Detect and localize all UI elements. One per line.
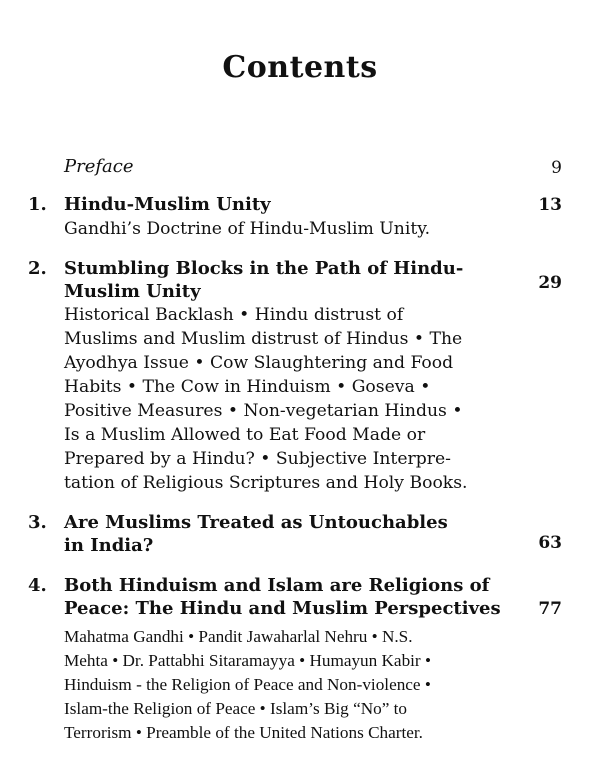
entry-2-description-line-7: Prepared by a Hindu? • Subjective Interpre- — [64, 449, 451, 469]
entry-3-page-number: 63 — [538, 533, 562, 553]
entry-2-page-number: 29 — [538, 273, 562, 293]
preface-label: Preface — [64, 156, 134, 177]
entry-1-description: Gandhi’s Doctrine of Hindu-Muslim Unity. — [64, 219, 431, 239]
entry-4-number: 4. — [28, 575, 47, 596]
entry-4-description-line-2: Mehta • Dr. Pattabhi Sitaramayya • Humayun Kabir • — [64, 651, 431, 670]
entry-2-description-line-6: Is a Muslim Allowed to Eat Food Made or — [64, 425, 426, 445]
entry-1-page-number: 13 — [538, 195, 562, 215]
entry-4-page-number: 77 — [538, 599, 562, 619]
entry-4-title-line-2: Peace: The Hindu and Muslim Perspectives — [64, 598, 501, 619]
entry-2-number: 2. — [28, 258, 47, 279]
entry-1-title: Hindu-Muslim Unity — [64, 194, 271, 215]
preface-page-number: 9 — [551, 158, 562, 178]
entry-4-description-line-5: Terrorism • Preamble of the United Nations Charter. — [64, 723, 423, 742]
page-title: Contents — [222, 50, 378, 85]
entry-4-title-line-1: Both Hinduism and Islam are Religions of — [64, 575, 490, 596]
entry-2-description-line-3: Ayodhya Issue • Cow Slaughtering and Food — [64, 353, 454, 373]
entry-3-title-line-1: Are Muslims Treated as Untouchables — [64, 512, 448, 533]
entry-4-description-line-4: Islam-the Religion of Peace • Islam’s Big “No” to — [64, 699, 408, 718]
entry-2-description-line-8: tation of Religious Scriptures and Holy Books. — [64, 473, 468, 493]
entry-2-title-line-1: Stumbling Blocks in the Path of Hindu- — [64, 258, 464, 279]
entry-2-description-line-1: Historical Backlash • Hindu distrust of — [64, 305, 404, 325]
entry-4-description-line-1: Mahatma Gandhi • Pandit Jawaharlal Nehru • N.S. — [64, 627, 413, 646]
entry-2-title-line-2: Muslim Unity — [64, 281, 201, 302]
entry-1-number: 1. — [28, 194, 47, 215]
entry-2-description-line-5: Positive Measures • Non-vegetarian Hindus • — [64, 401, 463, 421]
entry-4-description-line-3: Hinduism - the Religion of Peace and Non-violence • — [64, 675, 431, 694]
entry-3-title-line-2: in India? — [64, 535, 154, 556]
entry-3-number: 3. — [28, 512, 47, 533]
entry-2-description-line-2: Muslims and Muslim distrust of Hindus • The — [64, 329, 463, 349]
entry-2-description-line-4: Habits • The Cow in Hinduism • Goseva • — [64, 377, 431, 397]
